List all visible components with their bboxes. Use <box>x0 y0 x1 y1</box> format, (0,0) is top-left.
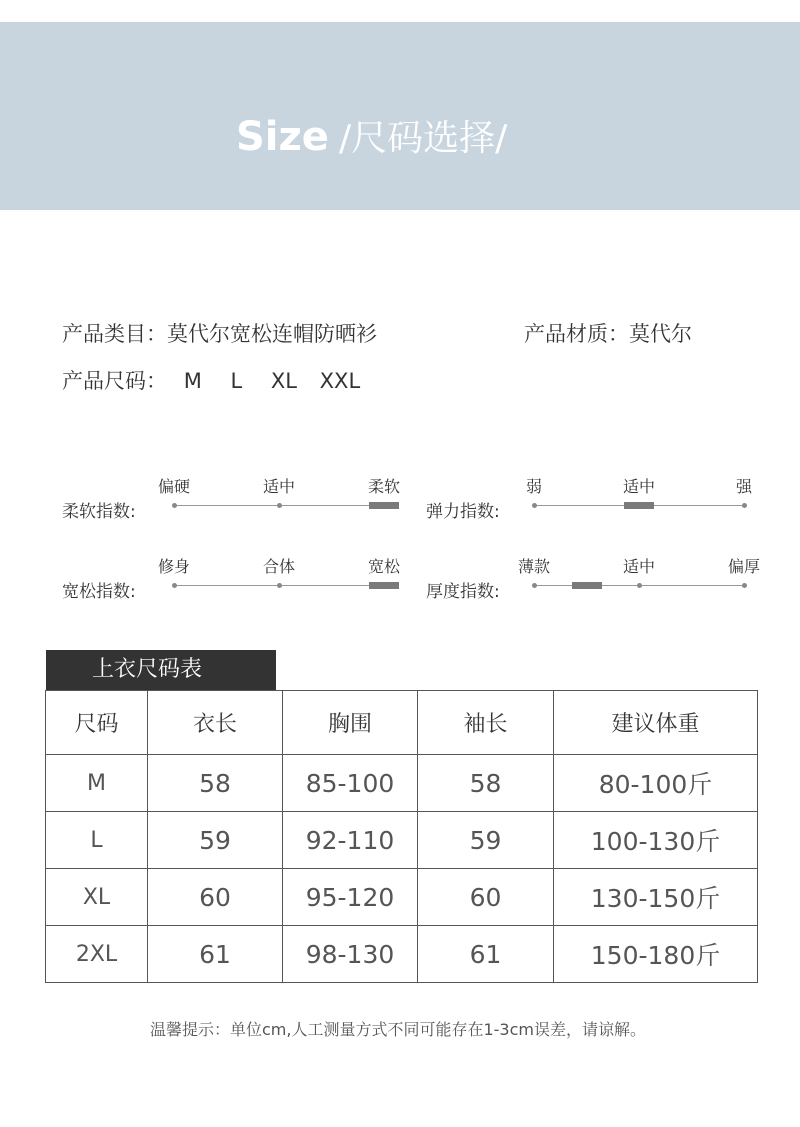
table-header: 衣长 <box>148 691 283 755</box>
table-header: 建议体重 <box>554 691 758 755</box>
table-cell: 61 <box>148 926 283 983</box>
table-header: 尺码 <box>46 691 148 755</box>
measurement-note: 温馨提示：单位cm,人工测量方式不同可能存在1-3cm误差，请谅解。 <box>150 1020 646 1039</box>
size-table-tab: 上衣尺码表 <box>46 650 276 690</box>
scale-tick-label: 偏厚 <box>727 557 761 576</box>
scale-tick-label: 偏硬 <box>157 477 191 496</box>
index-label: 柔软指数: <box>62 502 136 522</box>
size-option: L <box>230 369 243 393</box>
banner-title-cn: /尺码选择/ <box>338 118 508 159</box>
size-option: M <box>183 369 202 393</box>
table-cell: 58 <box>148 755 283 812</box>
scale-tick-label: 柔软 <box>367 477 401 496</box>
scale-tick-label: 适中 <box>262 477 296 496</box>
product-size-list <box>167 369 360 393</box>
product-material-value: 莫代尔 <box>629 322 692 346</box>
index-looseness <box>62 542 422 602</box>
scale-dot <box>532 583 537 588</box>
scale-selected-marker <box>624 502 654 509</box>
scale-tick-label: 修身 <box>157 557 191 576</box>
banner-title-en: Size <box>236 114 329 160</box>
scale-tick-label: 合体 <box>262 557 296 576</box>
table-row <box>46 869 758 926</box>
table-header: 胸围 <box>283 691 418 755</box>
index-elasticity <box>426 462 786 522</box>
product-category-label: 产品类目： <box>62 322 167 346</box>
index-scale <box>157 462 401 522</box>
index-label: 宽松指数: <box>62 582 136 602</box>
scale-dot <box>277 503 282 508</box>
size-option: XXL <box>319 369 361 393</box>
product-sizes <box>62 365 360 395</box>
index-scale <box>517 542 761 602</box>
index-label: 厚度指数: <box>426 582 500 602</box>
scale-dot <box>742 503 747 508</box>
index-thickness <box>426 542 786 602</box>
product-category <box>62 318 377 348</box>
table-cell: 60 <box>418 869 554 926</box>
scale-dot <box>172 503 177 508</box>
table-row <box>46 812 758 869</box>
product-material <box>524 318 692 348</box>
scale-tick-label: 宽松 <box>367 557 401 576</box>
table-cell: 2XL <box>46 926 148 983</box>
table-cell: 92-110 <box>283 812 418 869</box>
scale-selected-marker <box>369 502 399 509</box>
table-cell: L <box>46 812 148 869</box>
size-table <box>45 690 758 983</box>
table-cell: 60 <box>148 869 283 926</box>
table-cell: 80-100斤 <box>554 755 758 812</box>
title-banner <box>0 22 800 210</box>
scale-tick-label: 适中 <box>622 477 656 496</box>
banner-title <box>236 110 507 166</box>
scale-tick-label: 弱 <box>525 477 543 496</box>
table-cell: 100-130斤 <box>554 812 758 869</box>
product-category-value: 莫代尔宽松连帽防晒衫 <box>167 322 377 346</box>
scale-dot <box>172 583 177 588</box>
scale-dot <box>637 583 642 588</box>
product-material-label: 产品材质： <box>524 322 629 346</box>
table-row <box>46 755 758 812</box>
table-header-row <box>46 691 758 755</box>
size-option: XL <box>270 369 297 393</box>
index-scale <box>157 542 401 602</box>
scale-dot <box>742 583 747 588</box>
index-softness <box>62 462 422 522</box>
table-cell: 58 <box>418 755 554 812</box>
scale-tick-label: 薄款 <box>517 557 551 576</box>
table-cell: M <box>46 755 148 812</box>
table-cell: 61 <box>418 926 554 983</box>
index-scale <box>525 462 753 522</box>
index-label: 弹力指数: <box>426 502 500 522</box>
table-cell: XL <box>46 869 148 926</box>
table-cell: 98-130 <box>283 926 418 983</box>
scale-tick-label: 强 <box>735 477 753 496</box>
scale-dot <box>277 583 282 588</box>
table-cell: 59 <box>148 812 283 869</box>
scale-tick-label: 适中 <box>622 557 656 576</box>
product-size-label: 产品尺码： <box>62 369 167 393</box>
table-row <box>46 926 758 983</box>
table-header: 袖长 <box>418 691 554 755</box>
scale-selected-marker <box>369 582 399 589</box>
table-cell: 85-100 <box>283 755 418 812</box>
table-cell: 150-180斤 <box>554 926 758 983</box>
table-cell: 59 <box>418 812 554 869</box>
table-cell: 130-150斤 <box>554 869 758 926</box>
scale-dot <box>532 503 537 508</box>
scale-selected-marker <box>572 582 602 589</box>
table-cell: 95-120 <box>283 869 418 926</box>
